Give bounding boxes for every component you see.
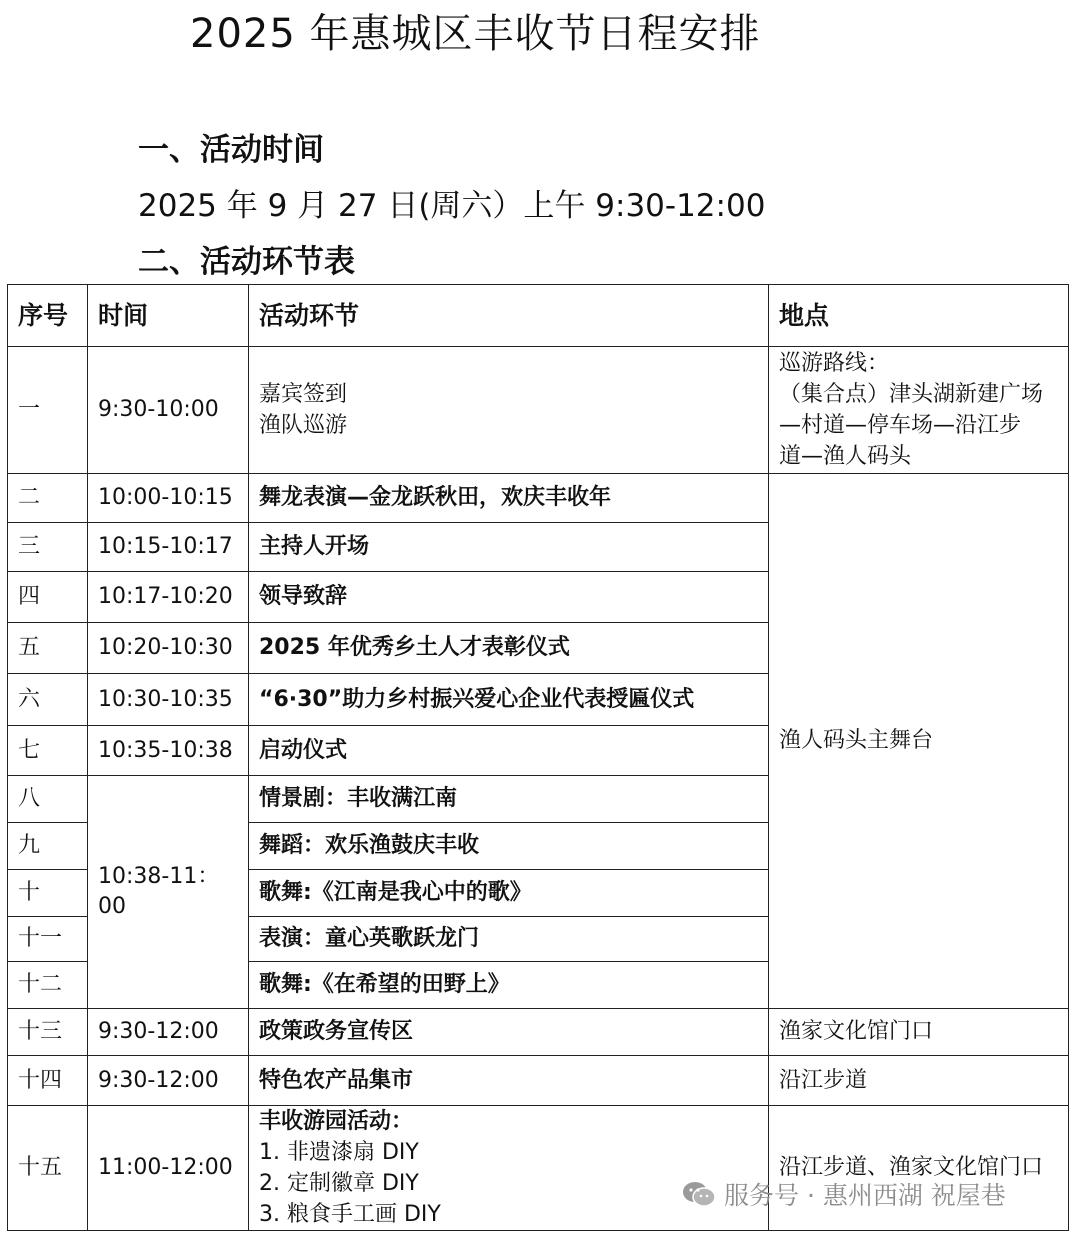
row-no: 四 — [8, 572, 88, 623]
activity-line: 2. 定制徽章 DIY — [259, 1171, 419, 1196]
activity-line: 3. 粮食手工画 DIY — [259, 1202, 441, 1227]
activity-line: 1. 非遗漆扇 DIY — [259, 1140, 419, 1165]
row-no: 十五 — [8, 1106, 88, 1231]
row-activity — [249, 347, 769, 474]
row-no: 七 — [8, 726, 88, 776]
row-time: 11:00-12:00 — [88, 1106, 249, 1231]
row-time: 10:15-10:17 — [88, 523, 249, 572]
header-no: 序号 — [8, 285, 88, 347]
row-place: 沿江步道、渔家文化馆门口 — [769, 1106, 1069, 1231]
row-time: 9:30-12:00 — [88, 1009, 249, 1056]
schedule-table — [7, 284, 1069, 1231]
table-row — [8, 1056, 1069, 1106]
row-no: 十二 — [8, 962, 88, 1009]
header-time: 时间 — [88, 285, 249, 347]
row-time: 10:17-10:20 — [88, 572, 249, 623]
row-activity: 表演：童心英歌跃龙门 — [249, 917, 769, 962]
row-no: 三 — [8, 523, 88, 572]
row-activity: 特色农产品集市 — [249, 1056, 769, 1106]
row-time: 9:30-12:00 — [88, 1056, 249, 1106]
row-time: 10:20-10:30 — [88, 623, 249, 674]
row-time: 10:35-10:38 — [88, 726, 249, 776]
row-no: 二 — [8, 474, 88, 523]
place-line: 道—渔人码头 — [779, 444, 912, 469]
row-activity: 情景剧：丰收满江南 — [249, 776, 769, 823]
header-activity: 活动环节 — [249, 285, 769, 347]
row-activity: 歌舞:《在希望的田野上》 — [249, 962, 769, 1009]
event-time-text: 2025 年 9 月 27 日(周六）上午 9:30-12:00 — [138, 188, 766, 224]
row-no: 八 — [8, 776, 88, 823]
row-activity: 领导致辞 — [249, 572, 769, 623]
row-activity: 歌舞:《江南是我心中的歌》 — [249, 870, 769, 917]
activity-line: 渔队巡游 — [259, 413, 348, 438]
header-place: 地点 — [769, 285, 1069, 347]
row-no: 十三 — [8, 1009, 88, 1056]
row-no: 十一 — [8, 917, 88, 962]
row-place: 渔家文化馆门口 — [769, 1009, 1069, 1056]
row-activity: 政策政务宣传区 — [249, 1009, 769, 1056]
activity-title: 丰收游园活动： — [259, 1109, 414, 1134]
row-activity: 舞龙表演—金龙跃秋田，欢庆丰收年 — [249, 474, 769, 523]
row-activity: 2025 年优秀乡土人才表彰仪式 — [249, 623, 769, 674]
row-activity: 主持人开场 — [249, 523, 769, 572]
activity-line: 嘉宾签到 — [259, 382, 348, 407]
place-line: —村道—停车场—沿江步 — [779, 413, 1022, 438]
row-no: 五 — [8, 623, 88, 674]
row-place-merged: 渔人码头主舞台 — [769, 474, 1069, 1009]
table-row — [8, 347, 1069, 474]
row-no: 十四 — [8, 1056, 88, 1106]
row-place — [769, 347, 1069, 474]
row-time: 9:30-10:00 — [88, 347, 249, 474]
row-activity: 舞蹈：欢乐渔鼓庆丰收 — [249, 823, 769, 870]
row-no: 六 — [8, 674, 88, 726]
table-row — [8, 1009, 1069, 1056]
section-heading-time: 一、活动时间 — [138, 132, 324, 168]
row-no: 九 — [8, 823, 88, 870]
row-time-merged: 10:38-11：00 — [88, 776, 249, 1009]
page-title: 2025 年惠城区丰收节日程安排 — [190, 11, 761, 57]
table-header-row — [8, 285, 1069, 347]
row-activity: “6·30”助力乡村振兴爱心企业代表授匾仪式 — [249, 674, 769, 726]
table-row — [8, 474, 1069, 523]
watermark-text: 服务号 · 惠州西湖 祝屋巷 — [724, 1181, 1006, 1210]
row-time: 10:00-10:15 — [88, 474, 249, 523]
row-place: 沿江步道 — [769, 1056, 1069, 1106]
section-heading-schedule: 二、活动环节表 — [138, 244, 355, 280]
place-line: 巡游路线： — [779, 351, 890, 376]
row-no: 一 — [8, 347, 88, 474]
row-activity: 启动仪式 — [249, 726, 769, 776]
row-time: 10:30-10:35 — [88, 674, 249, 726]
watermark — [682, 1176, 1006, 1212]
row-no: 十 — [8, 870, 88, 917]
place-line: （集合点）津头湖新建广场 — [779, 382, 1044, 407]
wechat-icon — [682, 1181, 716, 1207]
